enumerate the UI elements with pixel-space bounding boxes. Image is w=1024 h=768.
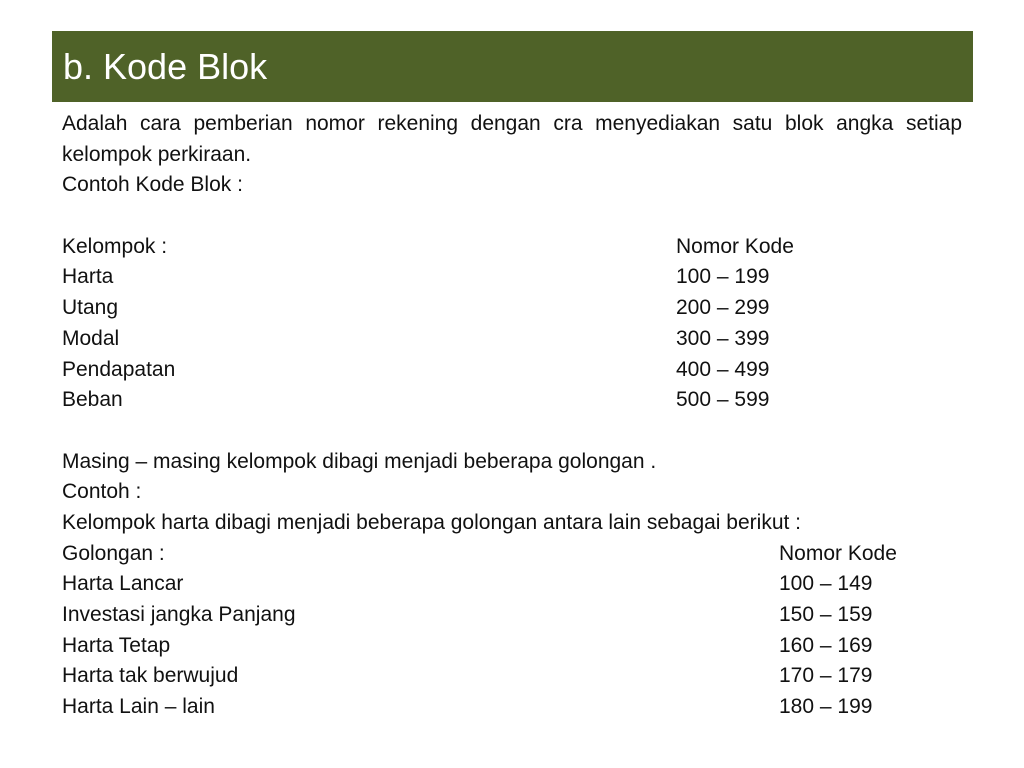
table2-cell-name: Harta Lancar <box>62 572 184 596</box>
table1-cell-code: 200 – 299 <box>676 296 770 320</box>
table2-header-nomor-kode: Nomor Kode <box>779 541 897 565</box>
note-line: Masing – masing kelompok dibagi menjadi beberapa golongan . <box>62 449 657 473</box>
example-heading: Contoh Kode Blok : <box>62 173 243 197</box>
intro-paragraph: Adalah cara pemberian nomor rekening dengan cra menyediakan satu blok angka setiap kelompok perkiraan. <box>62 112 962 166</box>
table1-row <box>62 355 962 386</box>
table1-cell-name: Pendapatan <box>62 357 176 381</box>
table2-row <box>62 631 962 662</box>
table2-cell-code: 170 – 179 <box>779 664 873 688</box>
table1-cell-code: 100 – 199 <box>676 265 770 289</box>
table1-cell-code: 400 – 499 <box>676 357 770 381</box>
table2-row <box>62 600 962 631</box>
table2-row <box>62 569 962 600</box>
title-bar <box>52 31 973 102</box>
table1-cell-name: Beban <box>62 388 123 412</box>
table2-cell-code: 160 – 169 <box>779 633 873 657</box>
table2-cell-code: 100 – 149 <box>779 572 873 596</box>
table2-cell-code: 150 – 159 <box>779 603 873 627</box>
table1-header <box>62 232 962 263</box>
table2-cell-name: Harta Tetap <box>62 633 171 657</box>
table2-cell-code: 180 – 199 <box>779 695 873 719</box>
table2-header-golongan: Golongan : <box>62 541 165 565</box>
table1-row <box>62 324 962 355</box>
table1-cell-code: 300 – 399 <box>676 326 770 350</box>
table1-cell-name: Utang <box>62 296 119 320</box>
table1-header-kelompok: Kelompok : <box>62 234 168 258</box>
table1-cell-name: Modal <box>62 326 120 350</box>
table1-row <box>62 385 962 416</box>
contoh-line: Contoh : <box>62 480 142 504</box>
table2-cell-name: Investasi jangka Panjang <box>62 603 296 627</box>
harta-description: Kelompok harta dibagi menjadi beberapa golongan antara lain sebagai berikut : <box>62 510 802 534</box>
table1-row <box>62 262 962 293</box>
table1-cell-code: 500 – 599 <box>676 388 770 412</box>
table2-row <box>62 661 962 692</box>
table1-header-nomor-kode: Nomor Kode <box>676 234 794 258</box>
spacer <box>62 201 962 232</box>
table1-cell-name: Harta <box>62 265 114 289</box>
slide-content <box>62 109 962 723</box>
slide-title: b. Kode Blok <box>63 46 268 87</box>
table1-row <box>62 293 962 324</box>
table2-row <box>62 692 962 723</box>
table2-cell-name: Harta tak berwujud <box>62 664 239 688</box>
spacer <box>62 416 962 447</box>
table2-header <box>62 539 962 570</box>
table2-cell-name: Harta Lain – lain <box>62 695 215 719</box>
